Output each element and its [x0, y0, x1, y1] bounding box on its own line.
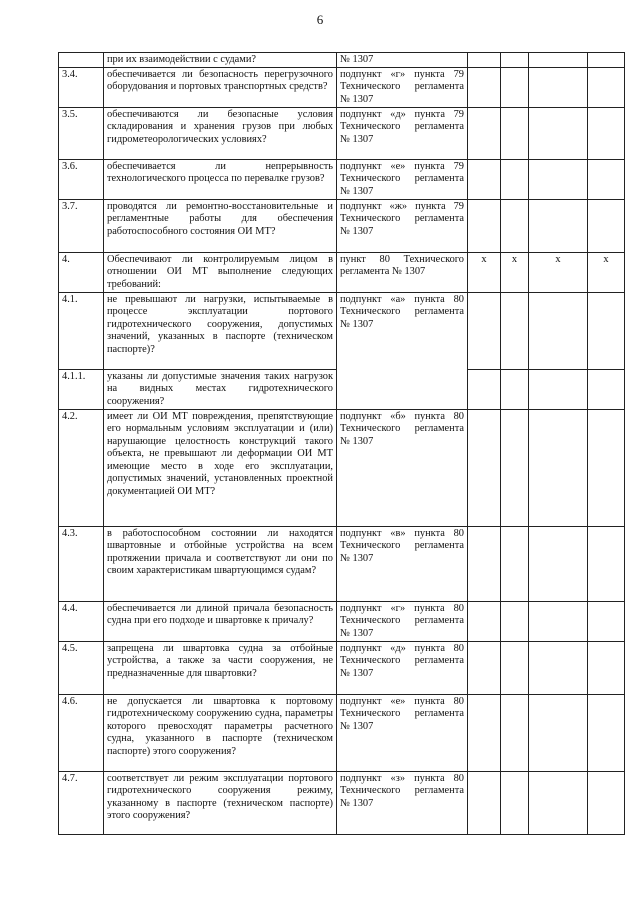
item-number: [59, 53, 104, 68]
answer-cell-4[interactable]: [588, 409, 625, 526]
item-number: 4.5.: [59, 641, 104, 694]
table-row: [59, 694, 625, 771]
answer-cell-3[interactable]: [529, 409, 588, 526]
item-number: 4.: [59, 252, 104, 292]
answer-cell-4[interactable]: [588, 199, 625, 252]
answer-cell-2[interactable]: [501, 292, 529, 369]
answer-cell-3[interactable]: [529, 292, 588, 369]
page-number: 6: [316, 12, 324, 27]
requirement-question: обеспечивается ли непрерывность технологического процесса по перевалке грузов?: [104, 159, 337, 199]
answer-cell-1[interactable]: [468, 199, 501, 252]
regulation-reference: № 1307: [337, 53, 468, 68]
requirement-question: имеет ли ОИ МТ повреждения, препятствующие его нормальным условиям эксплуатации и (или) нарушающие целостность конструкций такого объекта, не превышают ли деформации ОИ МТ имеющие место в ходе его эксплуатации, допустимых значений, установленных проектной документацией ОИ МТ?: [104, 409, 337, 526]
requirement-question: обеспечивается ли безопасность перегрузочного оборудования и портовых транспортных средств?: [104, 67, 337, 107]
answer-cell-4[interactable]: [588, 292, 625, 369]
answer-cell-2[interactable]: [501, 199, 529, 252]
table-row: [59, 526, 625, 601]
answer-cell-1[interactable]: [468, 292, 501, 369]
regulation-reference: подпункт «г» пункта 79 Технического регламента № 1307: [337, 67, 468, 107]
answer-cell-1[interactable]: [468, 526, 501, 601]
regulation-reference: подпункт «в» пункта 80 Технического регламента № 1307: [337, 526, 468, 601]
regulation-reference: подпункт «е» пункта 80 Технического регламента № 1307: [337, 694, 468, 771]
answer-cell-4[interactable]: [588, 53, 625, 68]
answer-cell-3[interactable]: [529, 694, 588, 771]
answer-cell-3[interactable]: [529, 67, 588, 107]
item-number: 4.3.: [59, 526, 104, 601]
answer-cell-2[interactable]: [501, 107, 529, 159]
answer-cell-3[interactable]: [529, 107, 588, 159]
regulation-reference: подпункт «д» пункта 80 Технического регламента № 1307: [337, 641, 468, 694]
item-number: 4.4.: [59, 601, 104, 641]
answer-cell-1[interactable]: [468, 694, 501, 771]
answer-cell-2[interactable]: [501, 409, 529, 526]
answer-cell-4[interactable]: [588, 526, 625, 601]
regulation-reference: пункт 80 Технического регламента № 1307: [337, 252, 468, 292]
checklist-table: [58, 52, 625, 835]
regulation-reference: подпункт «ж» пункта 79 Технического регламента № 1307: [337, 199, 468, 252]
item-number: 4.2.: [59, 409, 104, 526]
table-row: [59, 601, 625, 641]
answer-cell-4[interactable]: [588, 107, 625, 159]
answer-cell-1[interactable]: [468, 641, 501, 694]
answer-cell-2[interactable]: [501, 53, 529, 68]
table-row: [59, 159, 625, 199]
table-row: [59, 641, 625, 694]
table-row: [59, 107, 625, 159]
answer-cell-3[interactable]: [529, 526, 588, 601]
requirement-question: проводятся ли ремонтно-восстановительные и регламентные работы для обеспечения работоспособного состояния ОИ МТ?: [104, 199, 337, 252]
regulation-reference: подпункт «б» пункта 80 Технического регламента № 1307: [337, 409, 468, 526]
answer-cell-4[interactable]: [588, 67, 625, 107]
requirement-question: запрещена ли швартовка судна за отбойные устройства, а также за части сооружения, не предназначенные для швартовки?: [104, 641, 337, 694]
item-number: 3.6.: [59, 159, 104, 199]
answer-cell-2[interactable]: [501, 159, 529, 199]
answer-cell-1[interactable]: [468, 369, 501, 409]
table-row: [59, 409, 625, 526]
answer-cell-1[interactable]: x: [468, 252, 501, 292]
table-row: [59, 199, 625, 252]
requirement-question: указаны ли допустимые значения таких нагрузок на видных местах гидротехнического сооружения?: [104, 369, 337, 409]
answer-cell-1[interactable]: [468, 67, 501, 107]
regulation-reference: подпункт «з» пункта 80 Технического регламента № 1307: [337, 771, 468, 834]
requirement-question: не допускается ли швартовка к портовому гидротехническому сооружению судна, параметры которого превосходят параметры расчетного судна, указанного в паспорте (техническом паспорте) этого сооружения?: [104, 694, 337, 771]
answer-cell-1[interactable]: [468, 159, 501, 199]
requirement-question: при их взаимодействии с судами?: [104, 53, 337, 68]
item-number: 4.1.: [59, 292, 104, 369]
requirement-question: обеспечиваются ли безопасные условия складирования и хранения грузов при любых гидрометеорологических условиях?: [104, 107, 337, 159]
answer-cell-1[interactable]: [468, 107, 501, 159]
answer-cell-4[interactable]: [588, 601, 625, 641]
regulation-reference: подпункт «д» пункта 79 Технического регламента № 1307: [337, 107, 468, 159]
answer-cell-1[interactable]: [468, 601, 501, 641]
answer-cell-1[interactable]: [468, 53, 501, 68]
answer-cell-1[interactable]: [468, 409, 501, 526]
answer-cell-3[interactable]: [529, 369, 588, 409]
item-number: 3.7.: [59, 199, 104, 252]
answer-cell-2[interactable]: [501, 67, 529, 107]
regulation-reference: подпункт «г» пункта 80 Технического регламента № 1307: [337, 601, 468, 641]
requirement-question: в работоспособном состоянии ли находятся швартовные и отбойные устройства на всем протяжении причала и соответствуют ли они по своим характеристикам швартующимся судам?: [104, 526, 337, 601]
requirement-question: обеспечивается ли длиной причала безопасность судна при его подходе и швартовке к причалу?: [104, 601, 337, 641]
item-number: 3.5.: [59, 107, 104, 159]
answer-cell-2[interactable]: x: [501, 252, 529, 292]
answer-cell-3[interactable]: [529, 601, 588, 641]
answer-cell-3[interactable]: [529, 771, 588, 834]
table-row: [59, 252, 625, 292]
table-row: [59, 53, 625, 68]
answer-cell-3[interactable]: x: [529, 252, 588, 292]
requirement-question: Обеспечивают ли контролируемым лицом в отношении ОИ МТ выполнение следующих требований:: [104, 252, 337, 292]
item-number: 4.6.: [59, 694, 104, 771]
answer-cell-3[interactable]: [529, 199, 588, 252]
answer-cell-4[interactable]: [588, 694, 625, 771]
answer-cell-4[interactable]: [588, 771, 625, 834]
answer-cell-3[interactable]: [529, 53, 588, 68]
answer-cell-4[interactable]: [588, 159, 625, 199]
answer-cell-2[interactable]: [501, 369, 529, 409]
requirement-question: соответствует ли режим эксплуатации портового гидротехнического сооружения режиму, указанному в паспорте (техническом паспорте) этого сооружения?: [104, 771, 337, 834]
answer-cell-3[interactable]: [529, 159, 588, 199]
answer-cell-3[interactable]: [529, 641, 588, 694]
item-number: 4.1.1.: [59, 369, 104, 409]
table-row: [59, 292, 625, 369]
regulation-reference: подпункт «е» пункта 79 Технического регламента № 1307: [337, 159, 468, 199]
answer-cell-4[interactable]: [588, 369, 625, 409]
answer-cell-4[interactable]: x: [588, 252, 625, 292]
table-row: [59, 67, 625, 107]
requirement-question: не превышают ли нагрузки, испытываемые в процессе эксплуатации портового гидротехнического сооружения, допустимых значений, указанных в паспорте (техническом паспорте)?: [104, 292, 337, 369]
answer-cell-1[interactable]: [468, 771, 501, 834]
item-number: 4.7.: [59, 771, 104, 834]
answer-cell-2[interactable]: [501, 641, 529, 694]
answer-cell-2[interactable]: [501, 526, 529, 601]
answer-cell-2[interactable]: [501, 601, 529, 641]
answer-cell-4[interactable]: [588, 641, 625, 694]
table-row: [59, 771, 625, 834]
answer-cell-2[interactable]: [501, 694, 529, 771]
regulation-reference: подпункт «а» пункта 80 Технического регламента № 1307: [337, 292, 468, 409]
answer-cell-2[interactable]: [501, 771, 529, 834]
item-number: 3.4.: [59, 67, 104, 107]
